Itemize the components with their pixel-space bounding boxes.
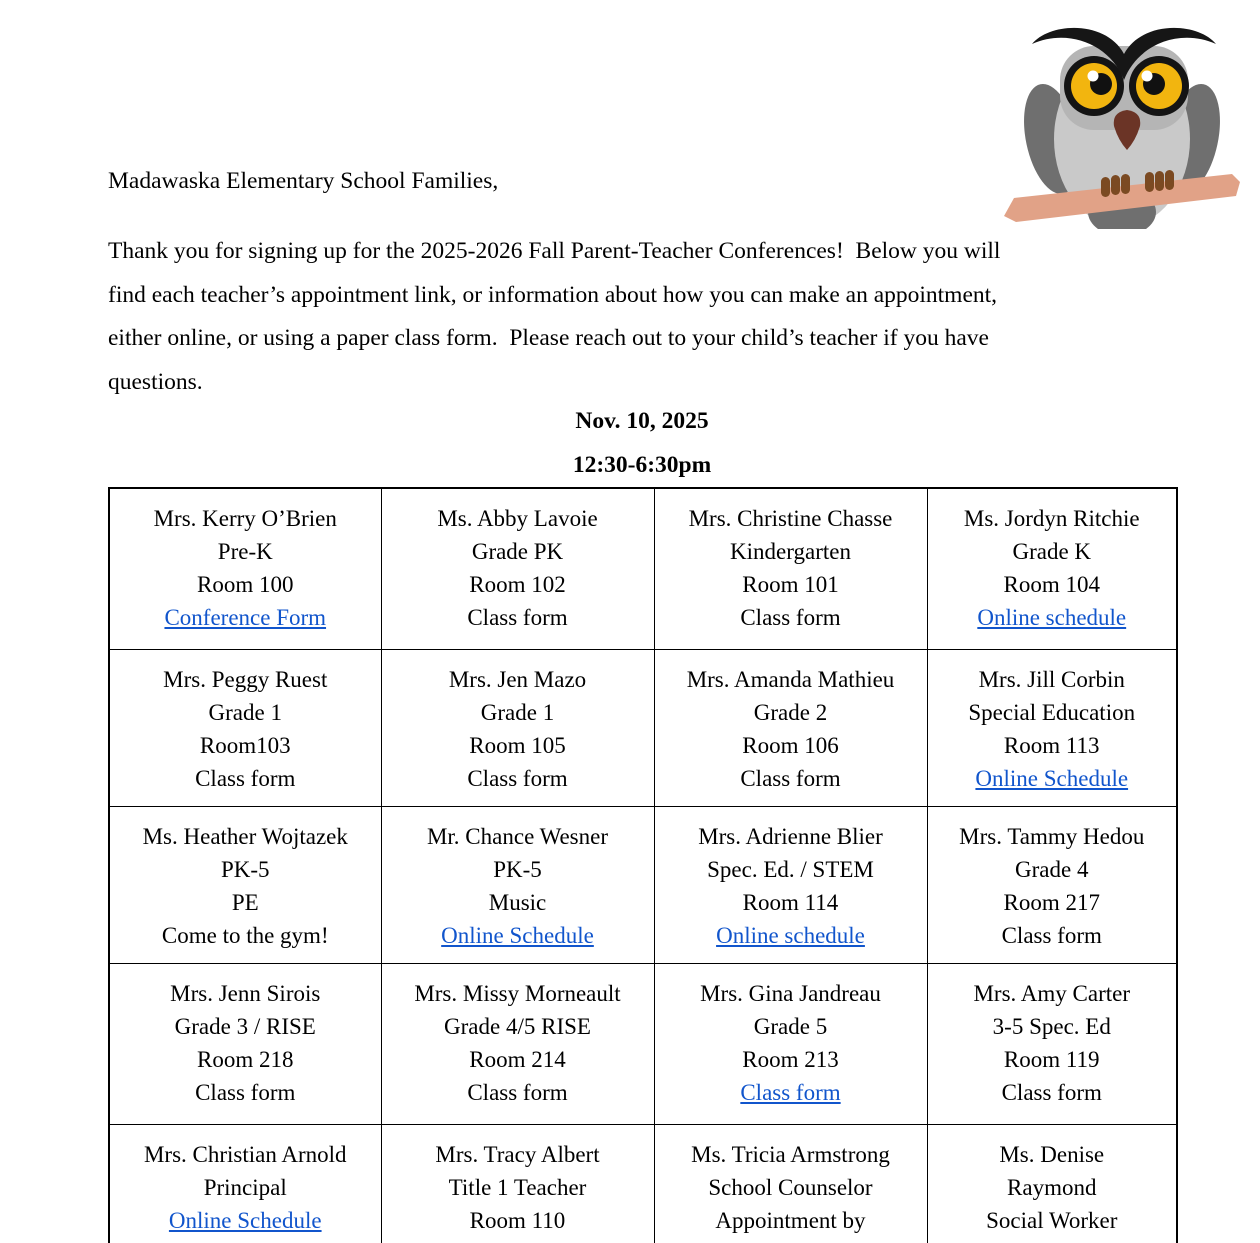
teacher-cell [109,806,381,963]
teacher-name: Mrs. Peggy Ruest [163,666,328,692]
teacher-name: Ms. Denise [999,1141,1105,1167]
schedule-link[interactable]: Online schedule [977,605,1127,630]
teacher-cell [109,649,381,806]
teacher-info-line: Class form [740,605,841,630]
teacher-name: Mrs. Jill Corbin [978,666,1125,692]
teacher-info-line: Grade 1 [480,699,555,725]
teacher-name: Ms. Tricia Armstrong [691,1141,890,1167]
teacher-info-line: PK-5 [493,856,542,882]
teacher-cell [654,1124,927,1243]
teacher-info-line: Grade 4/5 RISE [444,1013,591,1039]
teacher-info-line: Class form [195,1079,296,1105]
teacher-info-line: PK-5 [220,856,270,882]
teacher-info-line: Class form [195,765,296,791]
teacher-info-line: Room 213 [742,1046,839,1072]
teacher-cell [927,806,1177,963]
teacher-cell [654,649,927,806]
teacher-cell [927,1124,1177,1243]
paragraph-line: questions. [108,368,203,395]
teacher-info-line: Room 114 [742,889,839,915]
table-row [109,1124,1177,1243]
teacher-name: Mrs. Tammy Hedou [959,823,1145,849]
teacher-info-line: Room 106 [742,732,839,758]
teacher-info-line: Grade 2 [753,699,828,725]
teacher-cell [109,488,381,649]
teacher-cell [381,806,654,963]
teacher-info-line: Come to the gym! [161,922,329,948]
schedule-link[interactable]: Online schedule [716,922,865,948]
teacher-info-line: Room103 [199,732,291,758]
table-row [109,488,1177,649]
teacher-info-line: Appointment by [715,1207,866,1233]
teacher-info-line: Room 101 [742,572,839,597]
schedule-link[interactable]: Online Schedule [441,922,594,948]
teacher-cell [654,963,927,1124]
teacher-name: Mrs. Christine Chasse [688,506,893,531]
teacher-info-line: Grade 4 [1015,856,1089,882]
teacher-info-line: Class form [467,1079,568,1105]
teacher-cell [381,649,654,806]
teacher-name: Ms. Abby Lavoie [437,506,598,531]
paragraph-line: either online, or using a paper class form. Please reach out to your child’s teacher if you have [108,325,989,351]
table-row [109,806,1177,963]
teacher-name: Mrs. Missy Morneault [414,980,621,1006]
teacher-cell [381,1124,654,1243]
teacher-info-line: Pre-K [217,539,273,564]
teacher-info-line: Class form [1001,922,1102,948]
teacher-info-line: Kindergarten [730,539,851,564]
teacher-cell [654,806,927,963]
intro-paragraph [108,230,1238,404]
paragraph-line: find each teacher’s appointment link, or information about how you can make an appointment, [108,281,998,308]
teacher-cell [381,963,654,1124]
teacher-info-line: Room 104 [1003,572,1100,597]
teacher-info-line: Special Education [968,699,1136,725]
teacher-name: Mrs. Gina Jandreau [700,980,881,1006]
schedule-link[interactable]: Conference Form [164,605,327,630]
table-row [109,649,1177,806]
teacher-name: Mrs. Kerry O’Brien [153,506,337,531]
teacher-info-line: Title 1 Teacher [448,1174,587,1200]
teacher-info-line: 3-5 Spec. Ed [992,1013,1111,1039]
teacher-info-line: Music [488,889,547,915]
teacher-name: Mrs. Amy Carter [973,980,1130,1006]
teacher-info-line: Room 214 [469,1046,566,1072]
schedule-link[interactable]: Class form [740,1079,841,1105]
teacher-info-line: Room 105 [469,732,566,758]
table-row [109,963,1177,1124]
teacher-info-line: Class form [467,605,568,630]
teacher-info-line: Room 217 [1003,889,1100,915]
teacher-info-line: Principal [203,1174,287,1200]
event-block [108,400,1176,487]
teacher-info-line: Grade 1 [208,699,282,725]
teacher-cell [927,963,1177,1124]
teacher-info-line: Grade 3 / RISE [174,1013,316,1039]
teacher-name: Ms. Heather Wojtazek [142,823,348,849]
teacher-info-line: Class form [1001,1079,1102,1105]
owl-left-eye [1064,56,1124,116]
teacher-cell [381,488,654,649]
owl-clipart-icon [1002,14,1242,229]
teacher-name: Mr. Chance Wesner [426,823,609,849]
paragraph-line: Thank you for signing up for the 2025-2026 Fall Parent-Teacher Conferences! Below you will [108,238,1001,264]
teacher-cell [109,963,381,1124]
teacher-info-line: Class form [740,765,841,791]
teacher-info-line: Raymond [1007,1174,1097,1200]
teacher-info-line: Spec. Ed. / STEM [707,856,874,882]
teacher-info-line: Grade K [1012,539,1092,564]
conference-table [108,487,1178,1243]
greeting-text: Madawaska Elementary School Families, [108,168,499,194]
teacher-info-line: Room 218 [197,1046,294,1072]
teacher-cell [109,1124,381,1243]
teacher-name: Mrs. Christian Arnold [143,1141,347,1167]
teacher-info-line: School Counselor [708,1174,873,1200]
schedule-link[interactable]: Online Schedule [975,765,1129,791]
teacher-name: Mrs. Tracy Albert [435,1141,600,1167]
teacher-cell [927,649,1177,806]
teacher-info-line: Grade 5 [753,1013,828,1039]
teacher-info-line: Room 100 [197,572,294,597]
teacher-cell [654,488,927,649]
teacher-info-line: Room 110 [469,1207,566,1233]
event-time: 12:30-6:30pm [572,451,712,478]
teacher-info-line: PE [231,889,259,915]
teacher-info-line: Room 119 [1003,1046,1100,1072]
teacher-cell [927,488,1177,649]
schedule-link[interactable]: Online Schedule [168,1207,322,1233]
teacher-name: Mrs. Adrienne Blier [698,823,883,849]
teacher-name: Ms. Jordyn Ritchie [963,506,1140,531]
conference-table-body [109,488,1177,1243]
owl-right-eye [1129,56,1189,116]
teacher-name: Mrs. Jen Mazo [448,666,587,692]
event-date: Nov. 10, 2025 [575,408,709,434]
teacher-info-line: Class form [467,765,568,791]
teacher-name: Mrs. Jenn Sirois [170,980,321,1006]
teacher-name: Mrs. Amanda Mathieu [686,666,895,692]
teacher-info-line: Grade PK [471,539,564,564]
teacher-info-line: Social Worker [986,1207,1118,1233]
teacher-info-line: Room 113 [1003,732,1100,758]
teacher-info-line: Room 102 [469,572,566,597]
